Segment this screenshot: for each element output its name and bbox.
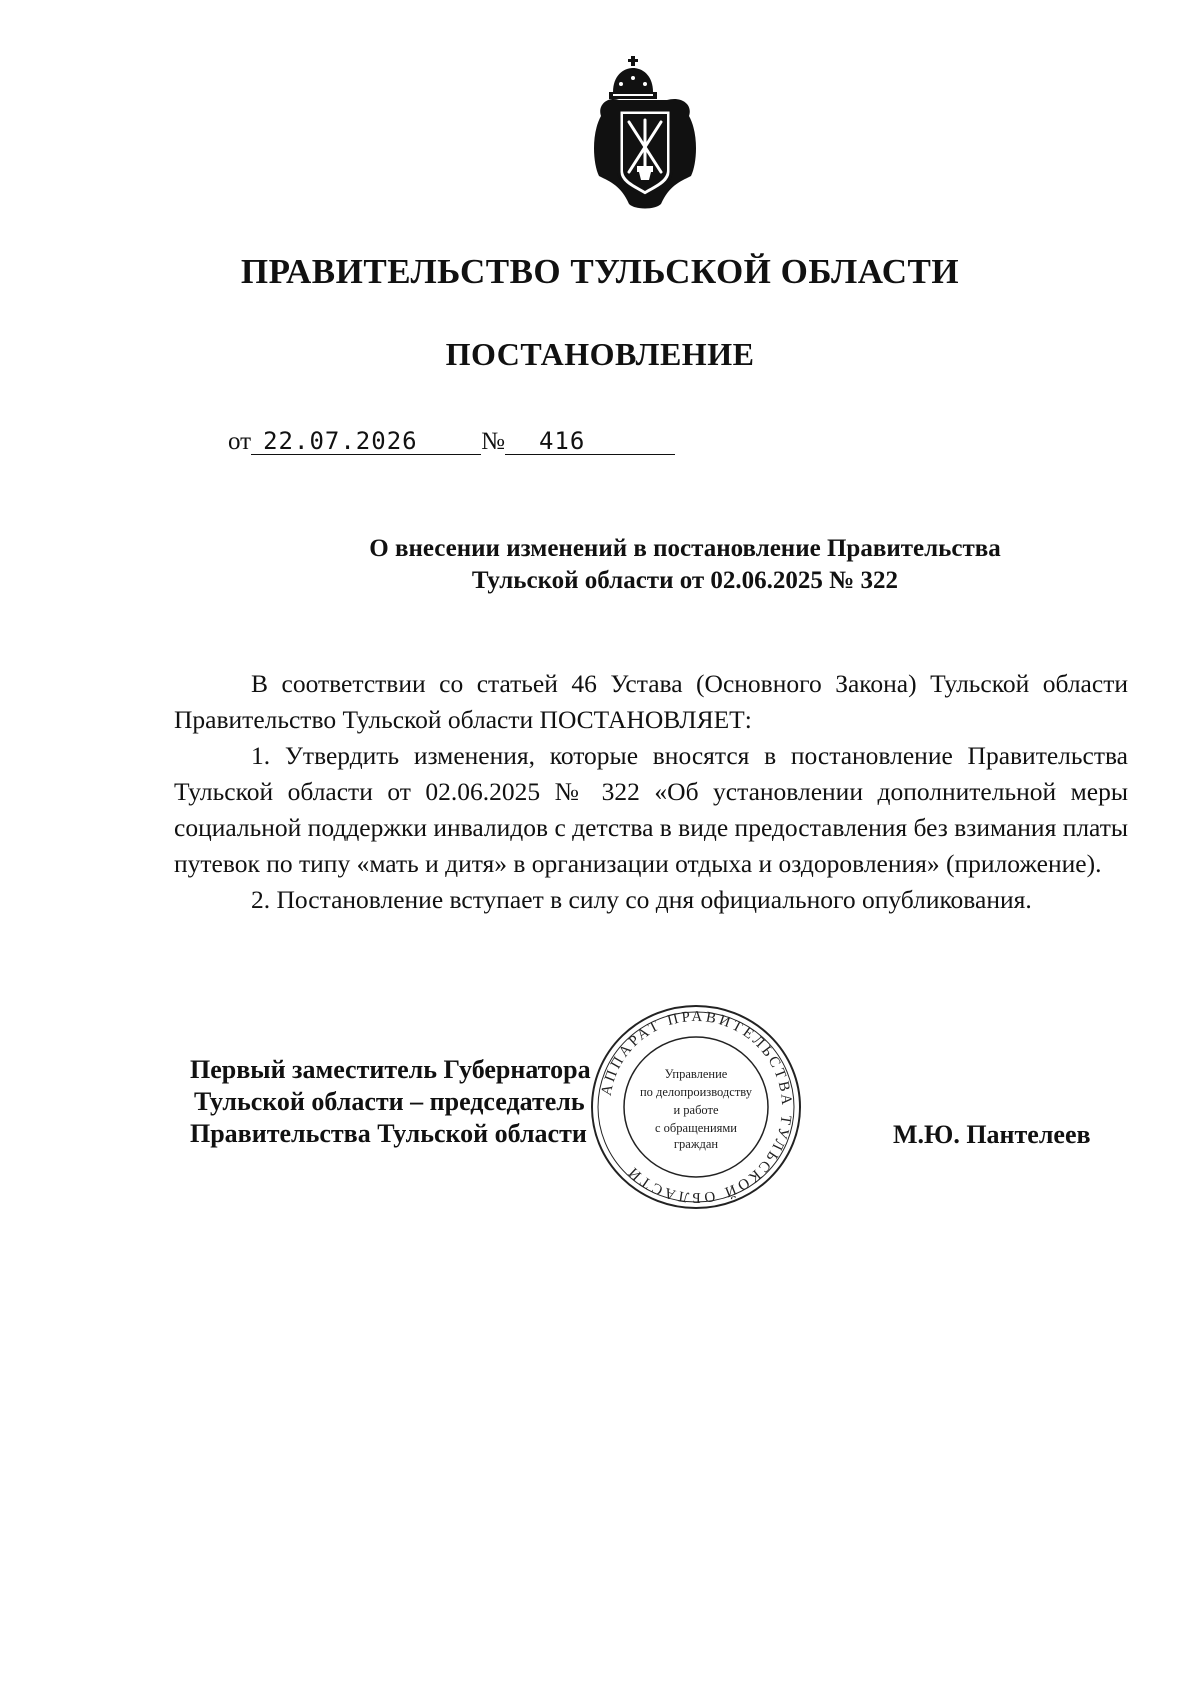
item-1-paragraph: 1. Утвердить изменения, которые вносятся в постановление Правительства Тульской области от 02.06.2025 № 322 «Об установлении дополнительной меры социальной поддержки инвалидов с детства в виде предоставления без взимания платы путевок по типу «мать и дитя» в организации отдыха и оздоровления» (приложение). bbox=[174, 741, 1128, 878]
preamble-paragraph: В соответствии со статьей 46 Устава (Основного Закона) Тульской области Правительство Тульской области ПОСТАНОВЛЯЕТ: bbox=[174, 669, 1128, 734]
document-date: 22.07.2026 bbox=[251, 428, 481, 455]
item-2-paragraph: 2. Постановление вступает в силу со дня официального опубликования. bbox=[251, 885, 1032, 914]
registration-line bbox=[228, 428, 675, 456]
signer-position-line-1: Первый заместитель Губернатора bbox=[190, 1055, 591, 1084]
subject-line-1: О внесении изменений в постановление Правительства bbox=[369, 535, 1001, 562]
seal-inner-line-2: по делопроизводству bbox=[639, 1085, 753, 1099]
number-prefix: № bbox=[481, 428, 505, 455]
seal-inner-line-3: и работе bbox=[673, 1103, 719, 1117]
seal-inner-line-5: граждан bbox=[673, 1137, 719, 1151]
document-type-title: ПОСТАНОВЛЕНИЕ bbox=[445, 336, 755, 372]
signer-name: М.Ю. Пантелеев bbox=[893, 1120, 1091, 1149]
government-title: ПРАВИТЕЛЬСТВО ТУЛЬСКОЙ ОБЛАСТИ bbox=[240, 252, 960, 291]
seal-inner-line-1: Управление bbox=[664, 1067, 728, 1081]
official-seal-stamp bbox=[587, 1002, 805, 1212]
document-number: 416 bbox=[505, 428, 675, 455]
seal-outer-text: АППАРАТ ПРАВИТЕЛЬСТВА ТУЛЬСКОЙ ОБЛАСТИ bbox=[598, 1008, 795, 1206]
document-subject bbox=[275, 533, 1095, 597]
signer-position-line-3: Правительства Тульской области bbox=[190, 1119, 587, 1148]
document-body bbox=[174, 666, 1128, 918]
subject-line-2: Тульской области от 02.06.2025 № 322 bbox=[471, 567, 899, 594]
seal-inner-line-4: с обращениями bbox=[655, 1121, 737, 1135]
signer-position bbox=[190, 1054, 591, 1150]
signer-position-line-2: Тульской области – председатель bbox=[194, 1087, 585, 1116]
coat-of-arms-emblem bbox=[579, 54, 711, 212]
date-prefix: от bbox=[228, 428, 252, 455]
